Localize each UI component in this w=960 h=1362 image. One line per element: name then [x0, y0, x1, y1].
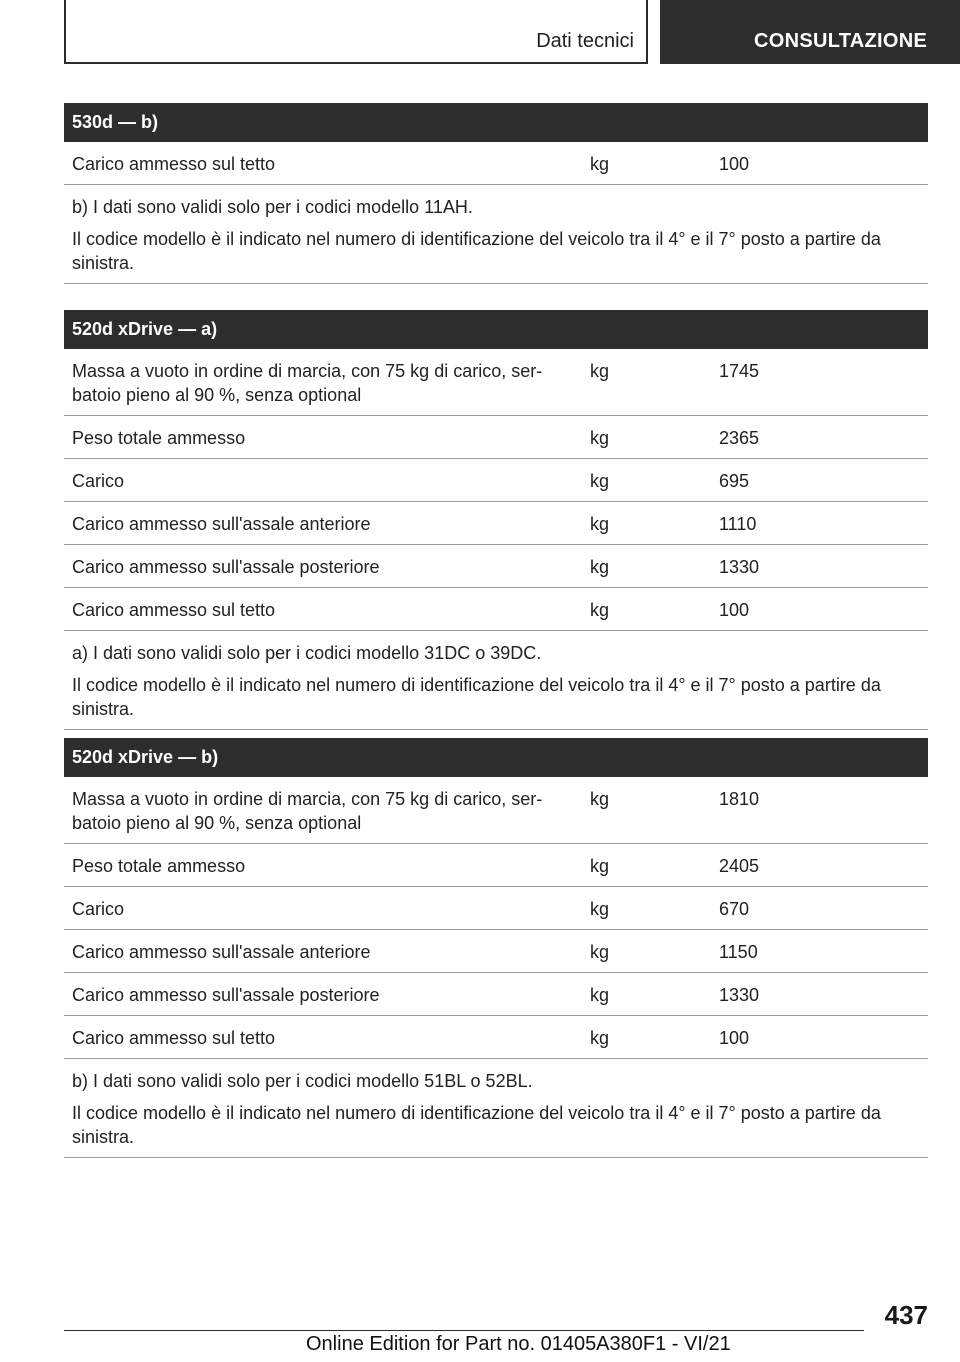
row-unit: kg	[590, 514, 610, 534]
table-row	[64, 502, 928, 545]
table-row	[64, 459, 928, 502]
header-section-tab	[64, 0, 648, 64]
row-unit: kg	[590, 154, 610, 174]
table-notes	[64, 1059, 928, 1158]
table-notes	[64, 185, 928, 284]
row-unit: kg	[590, 985, 610, 1005]
row-label: Carico	[72, 471, 125, 491]
row-label: Carico	[72, 899, 125, 919]
table-row	[64, 349, 928, 416]
row-value: 670	[719, 899, 750, 919]
header-chapter-title: CONSULTAZIONE	[754, 30, 928, 52]
row-value: 2405	[719, 856, 760, 876]
row-unit: kg	[590, 899, 610, 919]
row-value: 100	[719, 154, 750, 174]
row-unit: kg	[590, 856, 610, 876]
footnote: a) I dati sono validi solo per i codici modello 31DC o 39DC.	[72, 643, 542, 663]
page-number: 437	[884, 1300, 928, 1330]
row-value: 2365	[719, 428, 760, 448]
row-unit: kg	[590, 789, 610, 809]
row-label: Carico ammesso sul tetto	[72, 600, 276, 620]
row-value: 1330	[719, 557, 760, 577]
row-value: 1150	[719, 942, 758, 962]
row-unit: kg	[590, 1028, 610, 1048]
footnote: Il codice modello è il indicato nel numero di identificazione del veicolo tra il 4° e il 7° posto a partire da sinistra.	[72, 229, 881, 273]
table-row	[64, 588, 928, 631]
footnote: b) I dati sono validi solo per i codici modello 51BL o 52BL.	[72, 1071, 533, 1091]
row-value: 1745	[719, 361, 760, 381]
table-row	[64, 973, 928, 1016]
footnote: Il codice modello è il indicato nel numero di identificazione del veicolo tra il 4° e il 7° posto a partire da sinistra.	[72, 1103, 881, 1147]
table-row	[64, 930, 928, 973]
row-label: Carico ammesso sul tetto	[72, 1028, 276, 1048]
row-label: Carico ammesso sul tetto	[72, 154, 276, 174]
table-title: 520d xDrive — b)	[64, 738, 928, 777]
spec-table-530d-b	[64, 103, 928, 284]
table-row	[64, 1016, 928, 1059]
row-unit: kg	[590, 942, 610, 962]
header-section-title: Dati tecnici	[536, 30, 634, 52]
row-label: Massa a vuoto in ordine di marcia, con 75 kg di carico, ser-batoio pieno al 90 %, senza optional	[72, 789, 543, 833]
row-label: Carico ammesso sull'assale posteriore	[72, 985, 380, 1005]
row-label: Massa a vuoto in ordine di marcia, con 75 kg di carico, ser-batoio pieno al 90 %, senza optional	[72, 361, 543, 405]
footer-divider	[64, 1330, 864, 1331]
row-value: 1110	[719, 514, 757, 534]
row-label: Carico ammesso sull'assale posteriore	[72, 557, 380, 577]
table-row	[64, 844, 928, 887]
table-row	[64, 777, 928, 844]
table-row	[64, 142, 928, 185]
spec-table-520d-xdrive-b	[64, 738, 928, 1158]
row-label: Carico ammesso sull'assale anteriore	[72, 514, 371, 534]
row-value: 695	[719, 471, 750, 491]
row-value: 1330	[719, 985, 760, 1005]
table-notes	[64, 631, 928, 730]
table-row	[64, 545, 928, 588]
row-label: Peso totale ammesso	[72, 856, 246, 876]
footnote: Il codice modello è il indicato nel numero di identificazione del veicolo tra il 4° e il 7° posto a partire da sinistra.	[72, 675, 881, 719]
row-unit: kg	[590, 600, 610, 620]
spec-table-520d-xdrive-a	[64, 310, 928, 730]
row-unit: kg	[590, 361, 610, 381]
table-row	[64, 887, 928, 930]
row-label: Peso totale ammesso	[72, 428, 246, 448]
table-row	[64, 416, 928, 459]
footer-edition: Online Edition for Part no. 01405A380F1 - VI/21	[306, 1333, 731, 1355]
footnote: b) I dati sono validi solo per i codici modello 11AH.	[72, 197, 473, 217]
row-unit: kg	[590, 471, 610, 491]
header-chapter-tab	[660, 0, 960, 64]
row-unit: kg	[590, 557, 610, 577]
row-label: Carico ammesso sull'assale anteriore	[72, 942, 371, 962]
table-title: 530d — b)	[64, 103, 928, 142]
row-unit: kg	[590, 428, 610, 448]
row-value: 1810	[719, 789, 760, 809]
row-value: 100	[719, 600, 750, 620]
row-value: 100	[719, 1028, 750, 1048]
table-title: 520d xDrive — a)	[64, 310, 928, 349]
